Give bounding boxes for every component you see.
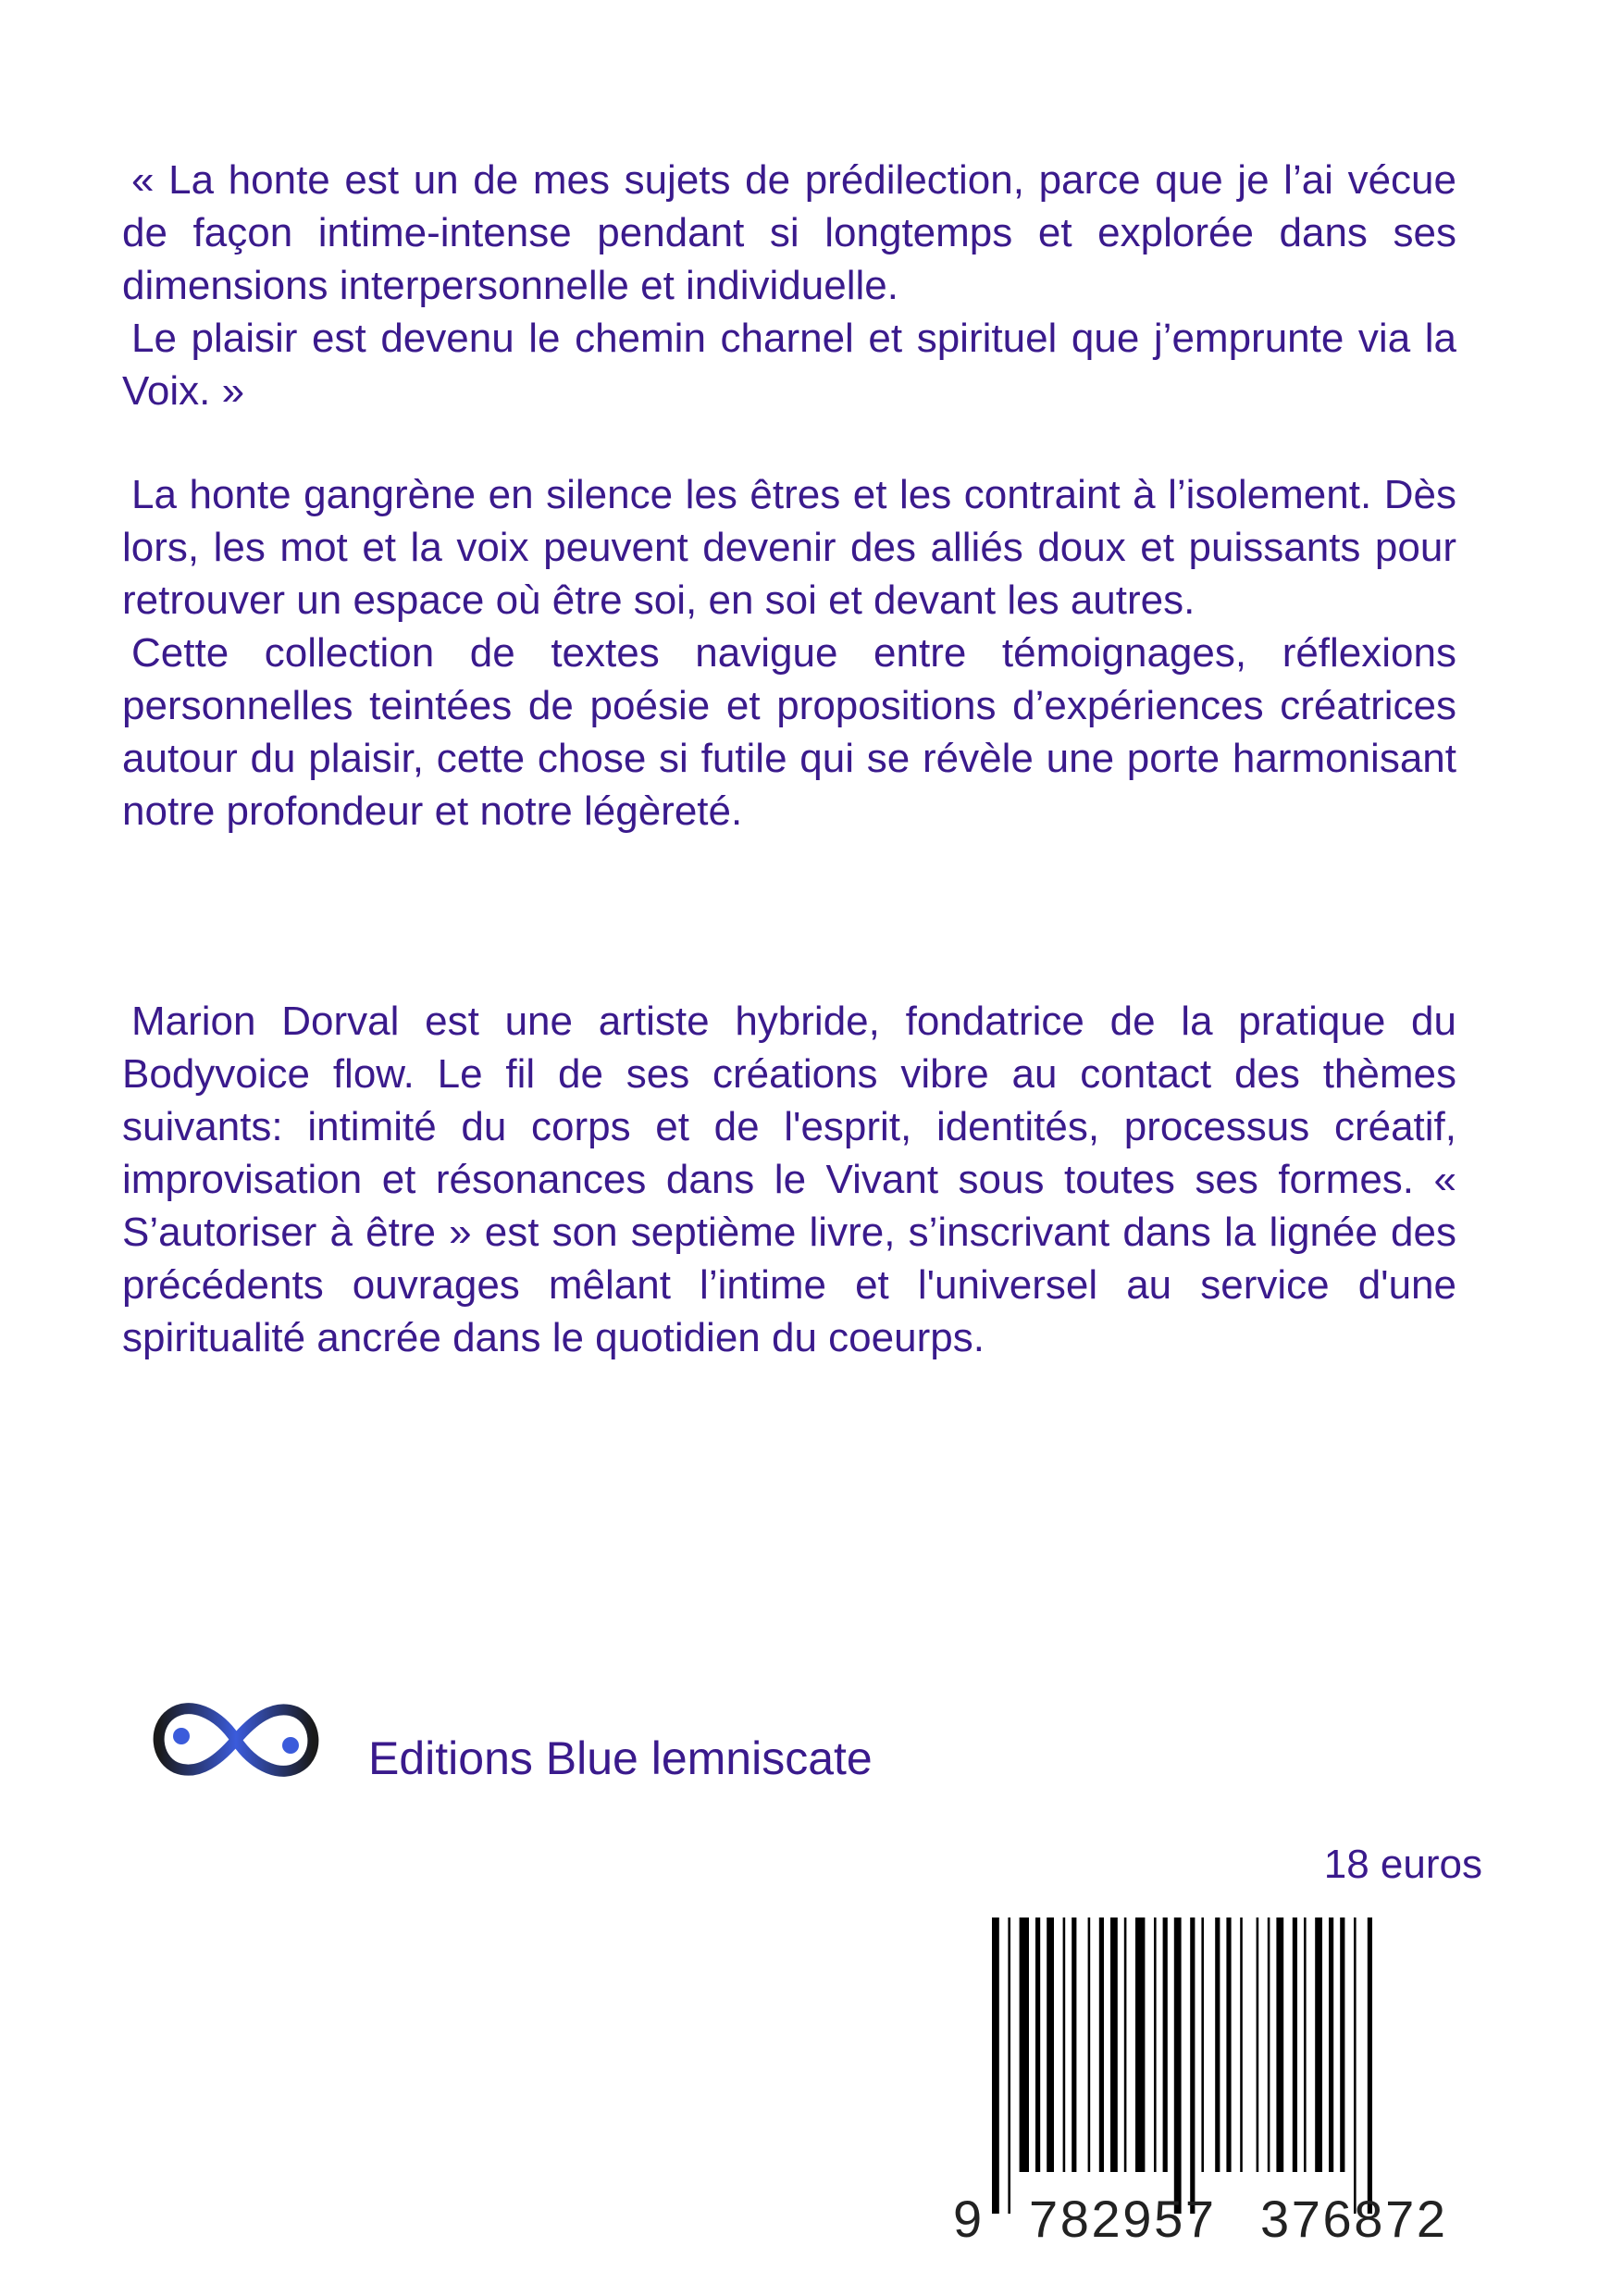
- barcode-bar: [1035, 1917, 1040, 2172]
- description-block: [122, 468, 1456, 838]
- barcode-bar: [1226, 1917, 1231, 2172]
- barcode-bar: [1110, 1917, 1118, 2172]
- barcode-bar: [1368, 1917, 1372, 2214]
- barcode-bar: [1329, 1917, 1333, 2172]
- barcode-bar: [1268, 1917, 1270, 2172]
- author-bio-paragraph: Marion Dorval est une artiste hybride, fondatrice de la pratique du Bodyvoice flow. Le fil de ses créations vibre au contact des thèmes suivants: intimité du corps et de l'esprit, identités, processus créatif, improvisation et résonances dans le Vivant sous toutes ses formes. « S’autoriser à être » est son septième livre, s’inscrivant dans la lignée des précédents ouvrages mêlant l’intime et l'universel au service d'une spiritualité ancrée dans le quotidien du coeurps.: [122, 999, 1456, 1360]
- barcode-bar: [1276, 1917, 1283, 2172]
- barcode-bar: [1354, 1917, 1357, 2214]
- barcode-bar: [1020, 1917, 1029, 2172]
- barcode-bar: [992, 1917, 999, 2214]
- logo-dot-right: [282, 1737, 299, 1754]
- barcode-bar: [1124, 1917, 1127, 2172]
- description-paragraph-1: La honte gangrène en silence les êtres et les contraint à l’isolement. Dès lors, les mot et la voix peuvent devenir des alliés doux et puissants pour retrouver un espace où être soi, en soi et devant les autres.: [122, 472, 1456, 623]
- barcode-bar: [1008, 1917, 1010, 2214]
- barcode-bar: [1190, 1917, 1195, 2214]
- price: 18 euros: [1323, 1842, 1482, 1887]
- author-bio-block: [122, 995, 1456, 1364]
- isbn-barcode: [936, 1917, 1492, 2251]
- barcode-bar: [1293, 1917, 1297, 2172]
- barcode-bar: [1072, 1917, 1076, 2172]
- infinity-lemniscate-icon: [148, 1694, 324, 1786]
- logo-dot-left: [173, 1728, 190, 1744]
- barcode-digits-left: 782957: [1029, 2190, 1214, 2248]
- barcode-bar: [1215, 1917, 1220, 2172]
- barcode-bar: [1047, 1917, 1054, 2172]
- quote-paragraph-1: « La honte est un de mes sujets de prédilection, parce que je l’ai vécue de façon intime-intense pendant si longtemps et explorée dans ses dimensions interpersonnelle et individuelle.: [122, 157, 1456, 308]
- barcode-bar: [1257, 1917, 1259, 2172]
- barcode-bar: [1163, 1917, 1168, 2172]
- barcode-bar: [1063, 1917, 1066, 2172]
- barcode-bar: [1201, 1917, 1204, 2172]
- barcode-bar: [1154, 1917, 1157, 2172]
- barcode-bar: [1099, 1917, 1104, 2172]
- description-paragraph-2: Cette collection de textes navigue entre témoignages, réflexions personnelles teintées de poésie et propositions d’expériences créatrices autour du plaisir, cette chose si futile qui se révèle une porte harmonisant notre profondeur et notre légèreté.: [122, 630, 1456, 834]
- barcode-bar: [1304, 1917, 1307, 2172]
- barcode-bar: [1340, 1917, 1344, 2172]
- barcode-digit-lead: 9: [953, 2190, 983, 2248]
- barcode-bar: [1240, 1917, 1243, 2172]
- barcode-bar: [1088, 1917, 1091, 2172]
- publisher-name: Editions Blue lemniscate: [368, 1732, 873, 1784]
- publisher: [148, 1694, 873, 1786]
- barcode-bar: [1174, 1917, 1182, 2214]
- barcode-digits-right: 376872: [1260, 2190, 1445, 2248]
- barcode-bar: [1135, 1917, 1145, 2172]
- quote-paragraph-2: Le plaisir est devenu le chemin charnel et spirituel que j’emprunte via la Voix. »: [122, 316, 1456, 414]
- barcode-bar: [1315, 1917, 1322, 2172]
- quote-block: [122, 154, 1456, 417]
